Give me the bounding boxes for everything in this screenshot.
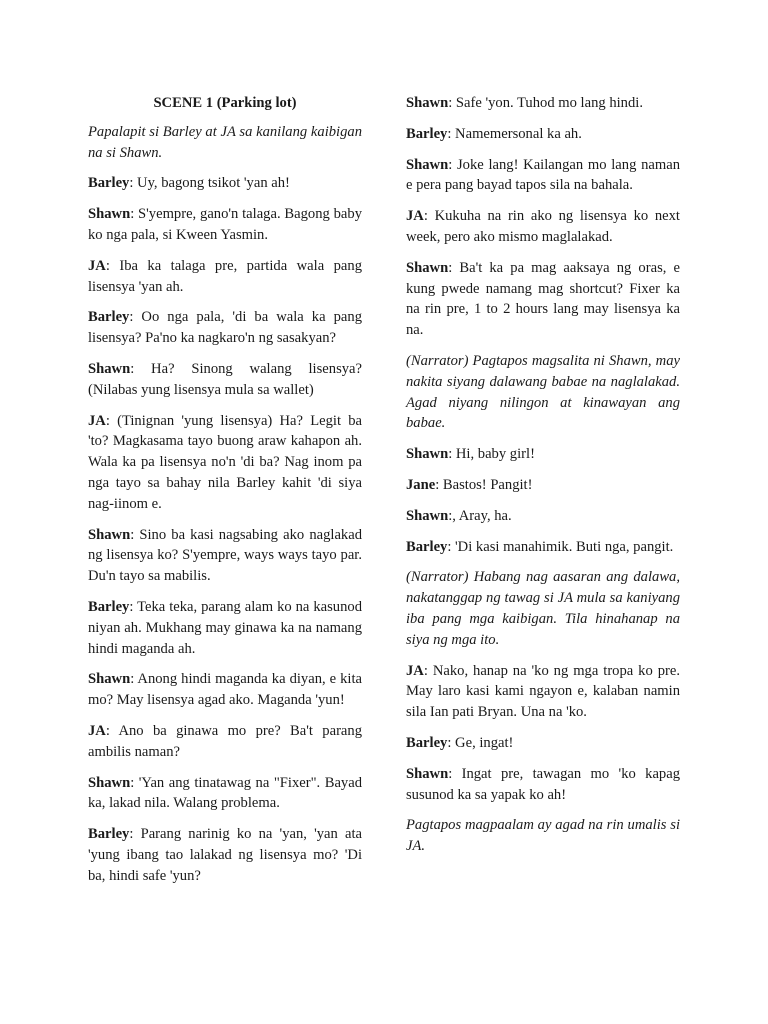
- dialogue-line: [88, 773, 362, 815]
- dialogue-text: : Ha? Sinong walang lisensya? (Nilabas yung lisensya mula sa wallet): [88, 360, 362, 398]
- dialogue-line: [88, 256, 362, 298]
- speaker-name: Barley: [88, 826, 130, 843]
- speaker-name: Shawn: [88, 206, 131, 223]
- dialogue-text: : Anong hindi maganda ka diyan, e kita mo? May lisensya agad ako. Maganda 'yun!: [88, 671, 362, 709]
- dialogue-text: : Sino ba kasi nagsabing ako naglakad ng lisensya ko? S'yempre, ways ways tayo par. Du'n tayo sa mabilis.: [88, 526, 362, 585]
- dialogue-line: [88, 204, 362, 246]
- speaker-name: Barley: [406, 734, 448, 751]
- dialogue-text: : Ba't ka pa mag aaksaya ng oras, e kung pwede namang mag shortcut? Fixer ka na rin pre, 1 to 2 hours lang may lisensya ka na.: [406, 259, 680, 339]
- dialogue-line: [88, 721, 362, 763]
- dialogue-text: : Kukuha na rin ako ng lisensya ko next week, pero ako mismo maglalakad.: [406, 208, 680, 245]
- speaker-name: Barley: [406, 538, 448, 555]
- dialogue-text: : (Tinignan 'yung lisensya) Ha? Legit ba 'to? Magkasama tayo buong araw kahapon ah. Wala ka pa lisensya no'n 'di ba? Nag inom pa nga tayo sa bahay nila Barley kahit 'di siya nag-iinom e.: [88, 412, 362, 512]
- speaker-name: Shawn: [406, 507, 449, 524]
- dialogue-line: [406, 506, 680, 527]
- speaker-name: Shawn: [88, 671, 131, 688]
- dialogue-line: [88, 525, 362, 587]
- dialogue-line: [406, 124, 680, 145]
- speaker-name: Jane: [406, 476, 436, 493]
- left-column-body: [88, 122, 362, 887]
- speaker-name: JA: [88, 722, 106, 739]
- narration-paragraph: Papalapit si Barley at JA sa kanilang kaibigan na si Shawn.: [88, 123, 362, 161]
- dialogue-text: : Nako, hanap na 'ko ng mga tropa ko pre. May laro kasi kami ngayon e, kalaban namin sila Ian pati Bryan. Una na 'ko.: [406, 662, 680, 721]
- dialogue-line: [406, 537, 680, 558]
- speaker-name: Barley: [406, 125, 448, 142]
- scene-title: SCENE 1 (Parking lot): [153, 95, 297, 111]
- dialogue-text: : Teka teka, parang alam ko na kasunod niyan ah. Mukhang may ginawa ka na namang hindi maganda ah.: [88, 598, 362, 657]
- speaker-name: Barley: [88, 175, 130, 192]
- dialogue-line: [406, 93, 680, 114]
- dialogue-text: :, Aray, ha.: [448, 507, 512, 524]
- dialogue-line: [88, 307, 362, 349]
- dialogue-text: : S'yempre, gano'n talaga. Bagong baby ko nga pala, si Kween Yasmin.: [88, 206, 362, 243]
- dialogue-line: [406, 764, 680, 806]
- speaker-name: JA: [88, 257, 106, 274]
- dialogue-text: : Bastos! Pangit!: [435, 476, 533, 493]
- dialogue-line: [88, 411, 362, 515]
- speaker-name: JA: [88, 412, 106, 429]
- narration-paragraph: (Narrator) Habang nag aasaran ang dalawa, nakatanggap ng tawag si JA mula sa kaniyang iba pang mga kaibigan. Tila hinahanap na siya ng mga ito.: [406, 569, 680, 648]
- dialogue-line: [88, 824, 362, 886]
- dialogue-text: : 'Yan ang tinatawag na "Fixer". Bayad ka, lakad nila. Walang problema.: [88, 774, 362, 812]
- dialogue-text: : Ano ba ginawa mo pre? Ba't parang ambilis naman?: [88, 722, 362, 760]
- dialogue-text: : Oo nga pala, 'di ba wala ka pang lisensya? Pa'no ka nagkaro'n ng sasakyan?: [88, 309, 362, 347]
- dialogue-text: : Parang narinig ko na 'yan, 'yan ata 'yung ibang tao lalakad ng lisensya mo? 'Di ba, hindi safe 'yun?: [88, 826, 362, 884]
- dialogue-line: [406, 258, 680, 341]
- dialogue-text: : Namemersonal ka ah.: [447, 125, 582, 142]
- left-column: [88, 93, 362, 897]
- dialogue-line: [406, 444, 680, 465]
- dialogue-line: [406, 661, 680, 723]
- dialogue-line: [88, 359, 362, 401]
- dialogue-text: : Safe 'yon. Tuhod mo lang hindi.: [448, 95, 643, 111]
- speaker-name: Shawn: [88, 774, 131, 791]
- dialogue-line: [406, 733, 680, 754]
- speaker-name: Shawn: [406, 156, 449, 173]
- speaker-name: Shawn: [406, 765, 449, 782]
- speaker-name: JA: [406, 662, 424, 679]
- dialogue-line: [88, 669, 362, 711]
- dialogue-text: : Iba ka talaga pre, partida wala pang lisensya 'yan ah.: [88, 257, 362, 295]
- speaker-name: JA: [406, 208, 424, 225]
- narration-paragraph: Pagtapos magpaalam ay agad na rin umalis si JA.: [406, 817, 680, 855]
- dialogue-line: [88, 173, 362, 194]
- speaker-name: Shawn: [88, 526, 131, 543]
- speaker-name: Barley: [88, 598, 130, 615]
- speaker-name: Shawn: [406, 259, 449, 276]
- dialogue-text: : Uy, bagong tsikot 'yan ah!: [129, 175, 290, 192]
- speaker-name: Shawn: [406, 446, 449, 463]
- dialogue-text: : 'Di kasi manahimik. Buti nga, pangit.: [447, 538, 674, 555]
- right-column: [406, 93, 680, 867]
- speaker-name: Barley: [88, 309, 130, 326]
- dialogue-line: [406, 475, 680, 496]
- speaker-name: Shawn: [88, 360, 131, 377]
- dialogue-text: : Ingat pre, tawagan mo 'ko kapag susunod ka sa yapak ko ah!: [406, 765, 680, 803]
- right-column-body: [406, 93, 680, 857]
- narration-paragraph: (Narrator) Pagtapos magsalita ni Shawn, may nakita siyang dalawang babae na naglalakad. Agad niyang nilingon at kinawayan ang babae.: [406, 352, 680, 432]
- dialogue-line: [406, 155, 680, 197]
- dialogue-line: [406, 206, 680, 248]
- dialogue-text: : Joke lang! Kailangan mo lang naman e pera pang bayad tapos sila na bahala.: [406, 156, 680, 194]
- dialogue-text: : Hi, baby girl!: [448, 446, 535, 463]
- speaker-name: Shawn: [406, 95, 449, 111]
- dialogue-line: [88, 597, 362, 659]
- dialogue-text: : Ge, ingat!: [447, 734, 514, 751]
